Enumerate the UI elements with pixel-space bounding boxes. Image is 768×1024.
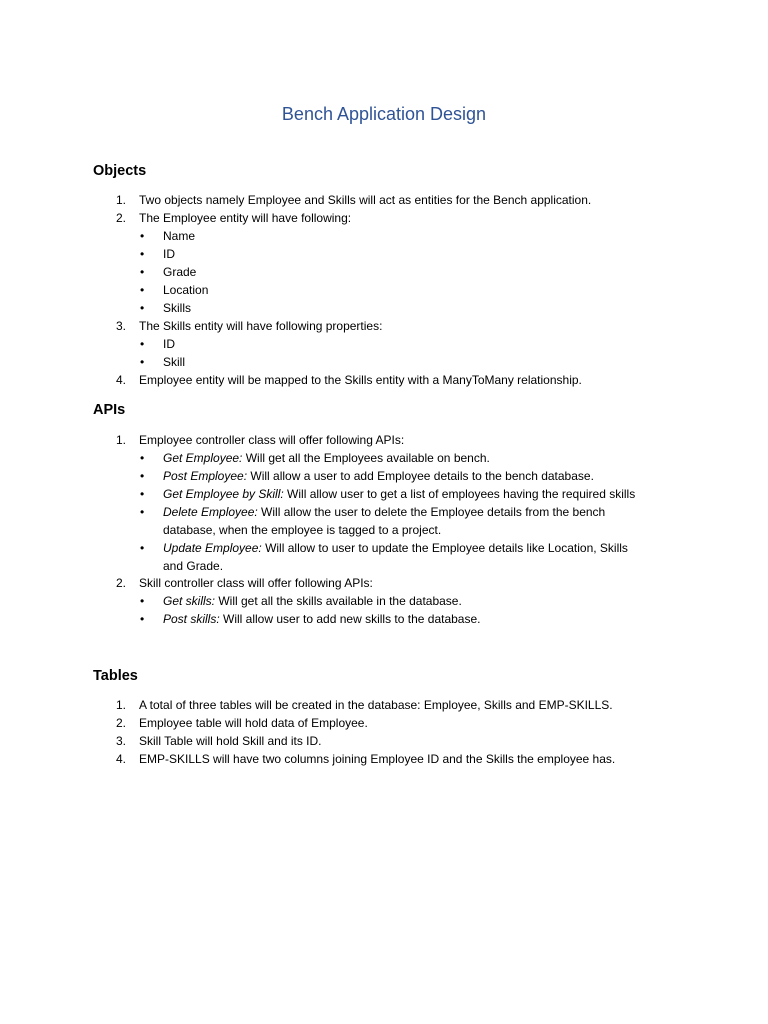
bullet-icon: • [140, 451, 145, 465]
list-number: 2. [116, 576, 127, 590]
bullet-icon: • [140, 265, 145, 279]
api-description: Will get all the Employees available on bench. [242, 451, 490, 465]
list-number: 1. [116, 193, 127, 207]
bullet-icon: • [140, 612, 145, 626]
api-name: Update Employee: [163, 541, 262, 555]
list-number: 4. [116, 373, 127, 387]
bullet-icon: • [140, 594, 145, 608]
bullet-icon: • [140, 541, 145, 555]
bullet-item-text [163, 450, 490, 466]
list-number: 2. [116, 211, 127, 225]
api-description: Will allow user to get a list of employees having the required skills [283, 487, 636, 501]
bullet-item-text: Skill [163, 355, 186, 369]
bullet-item-text: ID [163, 337, 175, 351]
api-description: Will allow the user to delete the Employee details from the bench [257, 505, 606, 519]
bullet-item-text: ID [163, 247, 175, 261]
api-description: Will allow a user to add Employee details to the bench database. [247, 469, 594, 483]
api-description: Will allow user to add new skills to the database. [219, 612, 481, 626]
bullet-icon: • [140, 247, 145, 261]
list-item-text: Employee table will hold data of Employee. [139, 716, 368, 730]
list-item-text: The Employee entity will have following: [139, 211, 352, 225]
bullet-item-text [163, 611, 480, 627]
section-heading-objects: Objects [93, 163, 147, 179]
section-heading-apis: APIs [93, 402, 126, 418]
list-item-text: Employee entity will be mapped to the Skills entity with a ManyToMany relationship. [139, 373, 582, 387]
list-item-text: EMP-SKILLS will have two columns joining Employee ID and the Skills the employee has. [139, 752, 616, 766]
bullet-icon: • [140, 355, 145, 369]
list-number: 1. [116, 698, 127, 712]
bullet-item-text [163, 593, 462, 609]
list-item-text: Skill Table will hold Skill and its ID. [139, 734, 322, 748]
bullet-item-text: Skills [163, 301, 192, 315]
list-item-text: The Skills entity will have following properties: [139, 319, 383, 333]
bullet-item-text [163, 504, 605, 520]
list-number: 4. [116, 752, 127, 766]
list-number: 1. [116, 433, 127, 447]
bullet-item-text: Grade [163, 265, 197, 279]
list-item-text: A total of three tables will be created in the database: Employee, Skills and EMP-SKILLS. [139, 698, 613, 712]
bullet-item-text: Name [163, 229, 196, 243]
bullet-item-text: Location [163, 283, 209, 297]
bullet-icon: • [140, 469, 145, 483]
api-name: Get skills: [163, 594, 216, 608]
api-name: Get Employee: [163, 451, 243, 465]
api-name: Get Employee by Skill: [163, 487, 284, 501]
bullet-item-text [163, 468, 594, 484]
bullet-item-text [163, 540, 628, 556]
api-description: Will allow to user to update the Employee details like Location, Skills [261, 541, 628, 555]
bullet-icon: • [140, 487, 145, 501]
list-item-text: Two objects namely Employee and Skills will act as entities for the Bench application. [139, 193, 592, 207]
api-description-continuation: database, when the employee is tagged to a project. [163, 523, 442, 537]
api-description-continuation: and Grade. [163, 559, 224, 573]
api-name: Delete Employee: [163, 505, 258, 519]
api-name: Post skills: [163, 612, 220, 626]
bullet-icon: • [140, 229, 145, 243]
bullet-icon: • [140, 301, 145, 315]
list-number: 3. [116, 319, 127, 333]
list-item-text: Employee controller class will offer following APIs: [139, 433, 405, 447]
bullet-icon: • [140, 505, 145, 519]
bullet-icon: • [140, 283, 145, 297]
document-title: Bench Application Design [281, 104, 487, 124]
bullet-item-text [163, 486, 635, 502]
section-heading-tables: Tables [93, 668, 138, 684]
bullet-icon: • [140, 337, 145, 351]
list-number: 3. [116, 734, 127, 748]
list-number: 2. [116, 716, 127, 730]
list-item-text: Skill controller class will offer following APIs: [139, 576, 373, 590]
api-name: Post Employee: [163, 469, 248, 483]
api-description: Will get all the skills available in the database. [215, 594, 462, 608]
